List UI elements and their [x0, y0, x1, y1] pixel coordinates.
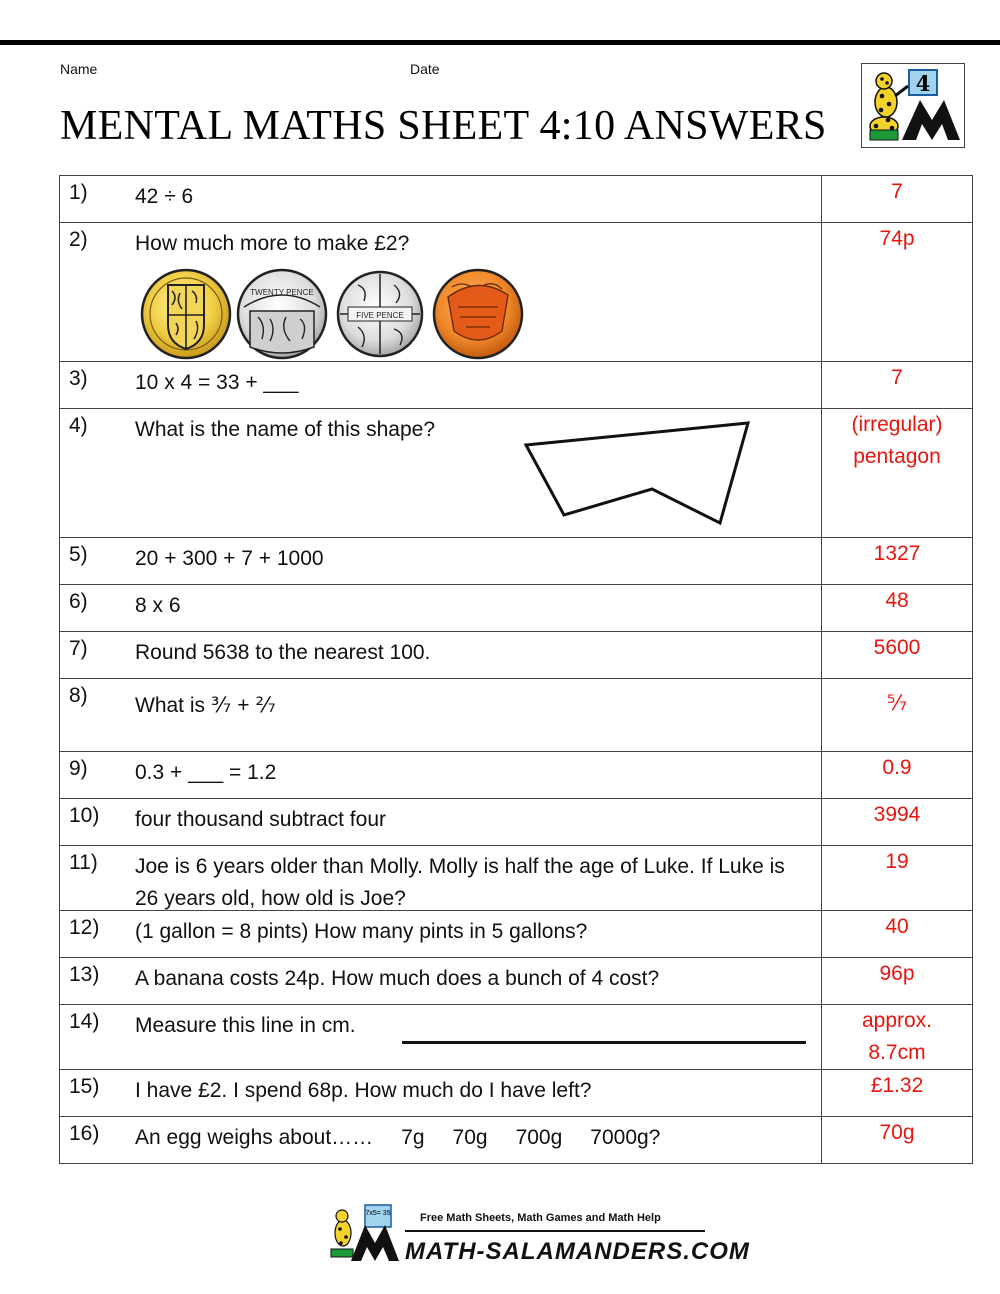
- question-number: 12): [69, 916, 100, 939]
- fraction: ³⁄₇: [210, 693, 232, 717]
- answer-cell: 96p: [822, 958, 973, 1005]
- question-number: 4): [69, 414, 88, 437]
- answer-cell: [822, 1005, 973, 1070]
- question-prefix: What is: [135, 694, 206, 717]
- question-text: Round 5638 to the nearest 100.: [135, 641, 431, 664]
- question-text: 20 + 300 + 7 + 1000: [135, 547, 324, 570]
- pentagon-shape-icon: [522, 415, 752, 525]
- question-cell: [60, 223, 822, 362]
- answer-cell: 48: [822, 585, 973, 632]
- measure-line: [402, 1041, 806, 1045]
- question-prefix: An egg weighs about……: [135, 1126, 374, 1149]
- question-cell: [60, 958, 822, 1005]
- answer-line: approx.: [861, 1009, 933, 1032]
- question-number: 1): [69, 181, 88, 204]
- question-row: [60, 538, 973, 585]
- fraction: ²⁄₇: [255, 693, 276, 717]
- top-rule: [0, 40, 1000, 45]
- question-cell: [60, 538, 822, 585]
- answer-cell: 5600: [822, 632, 973, 679]
- footer-logo: [325, 1203, 750, 1267]
- twenty-pence-coin-icon: [238, 270, 326, 358]
- weight-option: 70g: [452, 1126, 488, 1149]
- question-cell: [60, 1070, 822, 1117]
- question-row: [60, 679, 973, 752]
- question-number: 15): [69, 1075, 100, 1098]
- question-cell: [60, 911, 822, 958]
- question-cell: [60, 1117, 822, 1164]
- question-cell: [60, 679, 822, 752]
- question-text: Joe is 6 years older than Molly. Molly is half the age of Luke. If Luke is 26 years old, how old is Joe?: [135, 855, 785, 910]
- question-number: 3): [69, 367, 88, 390]
- question-row: [60, 362, 973, 409]
- question-cell: [60, 752, 822, 799]
- answer-cell: 3994: [822, 799, 973, 846]
- question-row: [60, 223, 973, 362]
- question-row: [60, 846, 973, 911]
- answer-cell: £1.32: [822, 1070, 973, 1117]
- question-number: 8): [69, 684, 88, 707]
- date-label: Date: [410, 61, 440, 77]
- question-number: 14): [69, 1010, 100, 1033]
- question-number: 10): [69, 804, 100, 827]
- one-pound-coin-icon: [142, 270, 230, 358]
- question-cell: [60, 585, 822, 632]
- answer-cell: ⁵⁄₇: [822, 679, 973, 752]
- question-text: 42 ÷ 6: [135, 185, 194, 208]
- question-row: [60, 1070, 973, 1117]
- question-text: I have £2. I spend 68p. How much do I have left?: [135, 1079, 592, 1102]
- weight-option: 700g: [515, 1126, 563, 1149]
- question-row: [60, 409, 973, 538]
- question-text: four thousand subtract four: [135, 808, 386, 831]
- question-row: [60, 1005, 973, 1070]
- question-text: 10 x 4 = 33 + ___: [135, 371, 299, 394]
- footer-site: MATH-SALAMANDERS.COM: [405, 1238, 750, 1265]
- question-cell: [60, 409, 822, 538]
- salamander-logo-icon: [861, 63, 965, 148]
- question-row: [60, 1117, 973, 1164]
- question-text: [135, 689, 807, 722]
- question-text: 8 x 6: [135, 594, 181, 617]
- page-title: MENTAL MATHS SHEET 4:10 ANSWERS: [60, 103, 827, 149]
- questions-table: [59, 175, 973, 1164]
- question-number: 5): [69, 543, 88, 566]
- plus-sign: +: [237, 694, 250, 717]
- question-text: A banana costs 24p. How much does a bunch of 4 cost?: [135, 967, 660, 990]
- answer-line: 8.7cm: [868, 1041, 926, 1064]
- answer-cell: [822, 409, 973, 538]
- answer-cell: 40: [822, 911, 973, 958]
- answer-cell: 0.9: [822, 752, 973, 799]
- question-cell: [60, 1005, 822, 1070]
- question-text: [135, 1122, 807, 1154]
- one-penny-coin-icon: [434, 270, 522, 358]
- five-pence-coin-icon: [338, 272, 422, 356]
- footer-tagline: Free Math Sheets, Math Games and Math Help: [420, 1212, 661, 1224]
- coin-label: FIVE PENCE: [356, 311, 404, 320]
- question-cell: [60, 799, 822, 846]
- question-number: 6): [69, 590, 88, 613]
- question-text: Measure this line in cm.: [135, 1014, 356, 1037]
- footer-badge: 7x5= 35: [365, 1210, 391, 1217]
- answer-cell: 19: [822, 846, 973, 911]
- question-text: How much more to make £2?: [135, 232, 410, 255]
- question-number: 13): [69, 963, 100, 986]
- answer-cell: 7: [822, 362, 973, 409]
- question-row: [60, 176, 973, 223]
- question-number: 9): [69, 757, 88, 780]
- question-row: [60, 585, 973, 632]
- question-cell: [60, 846, 822, 911]
- coin-label: TWENTY PENCE: [250, 288, 314, 297]
- question-cell: [60, 362, 822, 409]
- question-row: [60, 911, 973, 958]
- question-text: 0.3 + ___ = 1.2: [135, 761, 277, 784]
- question-cell: [60, 176, 822, 223]
- answer-line: pentagon: [853, 445, 941, 468]
- answer-cell: 74p: [822, 223, 973, 362]
- grade-badge: 4: [915, 71, 931, 96]
- question-cell: [60, 632, 822, 679]
- answer-cell: 1327: [822, 538, 973, 585]
- name-label: Name: [60, 61, 98, 77]
- answer-cell: 7: [822, 176, 973, 223]
- answer-line: (irregular): [851, 413, 943, 436]
- answer-cell: 70g: [822, 1117, 973, 1164]
- question-row: [60, 958, 973, 1005]
- coins-illustration: [136, 267, 526, 362]
- question-number: 11): [69, 851, 98, 874]
- question-number: 16): [69, 1122, 100, 1145]
- question-row: [60, 632, 973, 679]
- question-text: What is the name of this shape?: [135, 418, 435, 441]
- question-number: 7): [69, 637, 88, 660]
- question-row: [60, 799, 973, 846]
- question-text: (1 gallon = 8 pints) How many pints in 5 gallons?: [135, 920, 588, 943]
- question-number: 2): [69, 228, 88, 251]
- weight-option: 7g: [401, 1126, 425, 1149]
- weight-option: 7000g?: [590, 1126, 661, 1149]
- question-row: [60, 752, 973, 799]
